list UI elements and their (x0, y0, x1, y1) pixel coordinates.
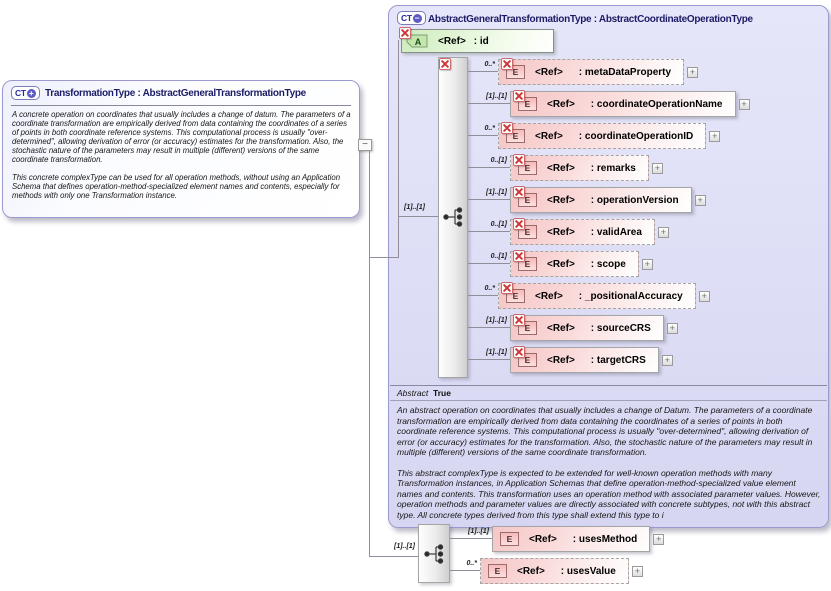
element-ref-label: <Ref> (547, 226, 575, 238)
left-box-annotation: A concrete operation on coordinates that usually includes a change of datum. The parameters of a coordinate transformation are empirically derived from data containing the coordinates of a series of points in both coordinate reference systems. This computational process is usually "over-determined", allowing derivation of error (or accuracy) estimates for the transformation. Also, the stochastic nature of the parameters may result in multiple (different) versions of the same coordinate transformation. This concrete complexType can be used for all operation methods, without using an Application Schema that defines operation-method-specialized element names and contents, especially for methods with only one Transformation instance. (12, 110, 351, 200)
expand-icon[interactable]: + (658, 227, 669, 238)
element-node[interactable] (510, 91, 736, 117)
element-icon: E (518, 257, 537, 271)
element-ref-label: <Ref> (547, 162, 575, 174)
abstract-facet-label: Abstract (397, 388, 429, 398)
element-icon: E (488, 564, 507, 578)
element-icon: E (518, 161, 537, 175)
element-node[interactable] (510, 155, 649, 181)
element-icon-group (518, 321, 537, 335)
cardinality-label: 0..[1] (490, 157, 507, 164)
attribute-name-label: : id (473, 35, 489, 47)
expand-icon[interactable]: + (652, 163, 663, 174)
element-icon-group (488, 564, 507, 578)
element-row (498, 283, 710, 309)
section-divider (390, 400, 827, 401)
element-icon: E (518, 193, 537, 207)
expand-icon[interactable]: + (699, 291, 710, 302)
connector-line (468, 71, 498, 72)
cardinality-label: [1]..[1] (468, 528, 489, 535)
element-name-label: : scope (590, 258, 626, 270)
svg-text:A: A (414, 37, 422, 47)
delete-icon[interactable] (513, 186, 525, 198)
element-icon: E (500, 532, 519, 546)
derived-minus-icon: − (413, 14, 422, 23)
element-icon-group (518, 97, 537, 111)
element-node[interactable] (510, 315, 664, 341)
element-name-label: : validArea (590, 226, 642, 238)
element-row (510, 315, 678, 341)
element-row (510, 155, 663, 181)
element-row (510, 187, 706, 213)
element-node[interactable] (498, 59, 684, 85)
complex-type-expand-icon[interactable]: CT + (11, 86, 40, 100)
element-ref-label: <Ref> (535, 130, 563, 142)
connector-line (468, 359, 510, 360)
connector-line (398, 40, 399, 258)
cardinality-label: 0..* (484, 61, 495, 68)
element-row (510, 347, 673, 373)
right-box-title: AbstractGeneralTransformationType : AbstractCoordinateOperationType (428, 14, 753, 25)
delete-icon[interactable] (513, 218, 525, 230)
expand-icon[interactable]: + (642, 259, 653, 270)
element-icon-group (518, 225, 537, 239)
delete-icon[interactable] (513, 346, 525, 358)
connector-line (369, 257, 398, 258)
element-name-label: : targetCRS (590, 354, 646, 366)
cardinality-label: [1]..[1] (486, 93, 507, 100)
element-name-label: : usesValue (560, 565, 616, 577)
delete-icon[interactable] (399, 27, 411, 39)
delete-icon[interactable] (513, 250, 525, 262)
expand-icon[interactable]: + (695, 195, 706, 206)
attribute-ref-label: <Ref> (438, 35, 466, 47)
connector-line (468, 167, 510, 168)
element-name-label: : metaDataProperty (578, 66, 672, 78)
delete-icon[interactable] (501, 282, 513, 294)
element-ref-label: <Ref> (547, 322, 575, 334)
element-ref-label: <Ref> (517, 565, 545, 577)
section-divider (390, 385, 827, 386)
element-icon-group (506, 289, 525, 303)
element-icon-group (500, 532, 519, 546)
element-icon-group (506, 129, 525, 143)
element-row (498, 123, 720, 149)
element-row (510, 251, 653, 277)
cardinality-label: 0..[1] (490, 221, 507, 228)
expand-icon[interactable]: + (709, 131, 720, 142)
attribute-node[interactable] (401, 29, 554, 53)
element-icon-group (518, 257, 537, 271)
connector-line (450, 538, 492, 539)
expand-icon[interactable]: + (739, 99, 750, 110)
cardinality-label: [1]..[1] (486, 189, 507, 196)
element-icon-group (506, 65, 525, 79)
cardinality-label: 0..[1] (490, 253, 507, 260)
element-name-label: : remarks (590, 162, 636, 174)
abstract-facet-value: True (433, 388, 451, 398)
cardinality-label: [1]..[1] (404, 204, 425, 211)
element-name-label: : usesMethod (572, 533, 638, 545)
element-icon: E (518, 321, 537, 335)
element-row (498, 59, 698, 85)
element-icon-group (518, 161, 537, 175)
element-node[interactable] (510, 347, 659, 373)
element-name-label: : operationVersion (590, 194, 679, 206)
expand-icon[interactable]: + (687, 67, 698, 78)
connector-line (369, 151, 370, 557)
element-ref-label: <Ref> (529, 533, 557, 545)
element-node[interactable] (510, 219, 655, 245)
connector-line (468, 327, 510, 328)
transformation-type-node[interactable] (2, 80, 360, 218)
connector-line (450, 570, 480, 571)
cardinality-label: 0..* (484, 125, 495, 132)
connector-line (468, 295, 498, 296)
element-icon: E (518, 97, 537, 111)
connector-line (468, 103, 510, 104)
element-row (510, 91, 750, 117)
element-ref-label: <Ref> (547, 98, 575, 110)
element-icon: E (518, 353, 537, 367)
derived-plus-icon: + (27, 89, 36, 98)
element-node[interactable] (492, 526, 650, 552)
connector-line (468, 231, 510, 232)
expand-icon[interactable]: + (632, 566, 643, 577)
collapse-toggle-icon[interactable]: − (358, 139, 372, 151)
element-node[interactable] (498, 283, 696, 309)
element-icon: E (518, 225, 537, 239)
header-divider (11, 105, 351, 106)
complex-type-collapse-icon[interactable]: CT − (397, 11, 426, 25)
connector-line (398, 216, 443, 217)
element-icon-group (518, 353, 537, 367)
cardinality-label: [1]..[1] (486, 317, 507, 324)
element-ref-label: <Ref> (547, 258, 575, 270)
element-node[interactable] (510, 187, 692, 213)
element-icon: E (506, 129, 525, 143)
element-node[interactable] (510, 251, 639, 277)
element-name-label: : coordinateOperationID (578, 130, 694, 142)
connector-line (468, 263, 510, 264)
left-box-title: TransformationType : AbstractGeneralTransformationType (45, 88, 306, 99)
element-node[interactable] (480, 558, 629, 584)
connector-line (369, 556, 418, 557)
delete-icon[interactable] (513, 314, 525, 326)
element-name-label: : sourceCRS (590, 322, 651, 334)
connector-line (468, 135, 498, 136)
delete-icon[interactable] (513, 90, 525, 102)
element-icon: E (506, 289, 525, 303)
element-name-label: : _positionalAccuracy (578, 290, 683, 302)
element-row (480, 558, 643, 584)
element-row (510, 219, 669, 245)
expand-icon[interactable]: + (653, 534, 664, 545)
element-row (492, 526, 664, 552)
connector-line (468, 199, 510, 200)
element-icon: E (506, 65, 525, 79)
element-ref-label: <Ref> (547, 354, 575, 366)
element-ref-label: <Ref> (535, 66, 563, 78)
element-name-label: : coordinateOperationName (590, 98, 723, 110)
abstract-description: An abstract operation on coordinates that usually includes a change of Datum. The parameters of a coordinate transformation are empirically derived from data containing the coordinates of a series of points in both coordinate reference systems. This computational process is usually "over-determined", allowing derivation of error (or accuracy) estimates for the transformation. Also, the stochastic nature of the parameters may result in multiple (different) versions of the same coordinate transformation. This abstract complexType is expected to be extended for well-known operation methods with many Transformation instances, in Application Schemas that define operation-method-specialized value element names and contents. This transformation uses an operation method with associated parameter values. However, operation methods and parameter values are directly associated with concrete subtypes, not with this abstract type. All concrete types derived from this type shall extend this type to i (397, 405, 821, 520)
element-node[interactable] (498, 123, 706, 149)
expand-icon[interactable]: + (662, 355, 673, 366)
cardinality-label: 0..* (484, 285, 495, 292)
delete-icon[interactable] (439, 58, 451, 70)
element-icon-group (518, 193, 537, 207)
delete-icon[interactable] (501, 122, 513, 134)
cardinality-label: [1]..[1] (394, 543, 415, 550)
delete-icon[interactable] (501, 58, 513, 70)
cardinality-label: 0..* (466, 560, 477, 567)
delete-icon[interactable] (513, 154, 525, 166)
element-ref-label: <Ref> (547, 194, 575, 206)
cardinality-label: [1]..[1] (486, 349, 507, 356)
expand-icon[interactable]: + (667, 323, 678, 334)
element-ref-label: <Ref> (535, 290, 563, 302)
